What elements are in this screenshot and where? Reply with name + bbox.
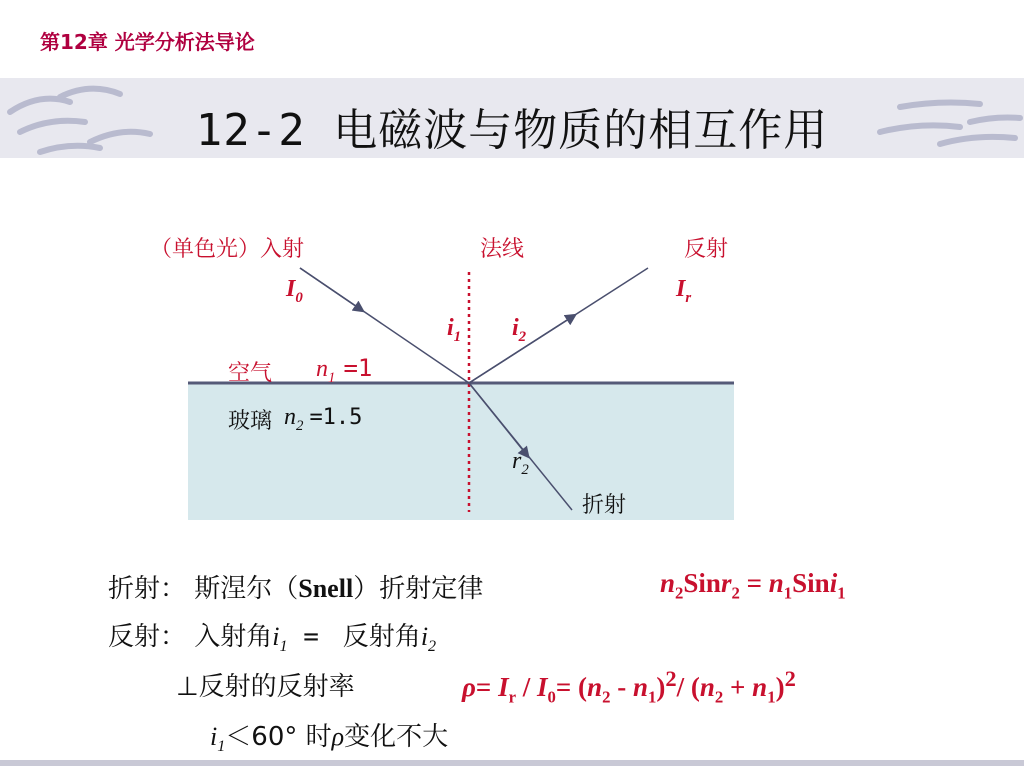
snell-law-line: 折射： 斯涅尔（Snell）折射定律: [108, 574, 484, 604]
air-label: 空气: [228, 361, 273, 386]
incident-label: （单色光）入射: [150, 237, 305, 262]
incident-arrow: [300, 268, 360, 309]
reflectivity-label: ⊥反射的反射率: [176, 672, 355, 702]
reflect-label: 反射: [684, 237, 729, 262]
normal-label: 法线: [480, 237, 525, 262]
n1-expression: $n_1 =1$: [316, 354, 373, 386]
reflection-law-line: 反射： 入射角$i_1$ = 反射角$i_2$: [108, 622, 437, 656]
i2-symbol: $i_2$: [512, 315, 527, 345]
glass-label: 玻璃: [228, 409, 273, 434]
angle-condition-line: $i_1<60^\circ$ 时ρ变化不大: [210, 722, 449, 756]
footer-rule: [0, 758, 1024, 768]
reflectivity-formula: $\rho= I_r / I_0= (n_2 - n_1)^2/$ $(n_2 + n_1)^2$: [462, 666, 796, 707]
i1-symbol: $i_1$: [447, 315, 462, 345]
i0-symbol: $I_0$: [286, 276, 303, 306]
refract-label: 折射: [582, 493, 627, 518]
n2-expression: $n_2 =1.5$: [284, 404, 363, 434]
chapter-heading: 第12章 光学分析法导论: [40, 30, 255, 54]
page-title: 12-2 电磁波与物质的相互作用: [195, 105, 829, 156]
snell-formula: $n_2Sinr_2$ = $n_1Sini_1$: [660, 568, 846, 603]
r2-symbol: $r_2$: [512, 448, 529, 478]
ir-symbol: $I_r$: [676, 276, 692, 306]
